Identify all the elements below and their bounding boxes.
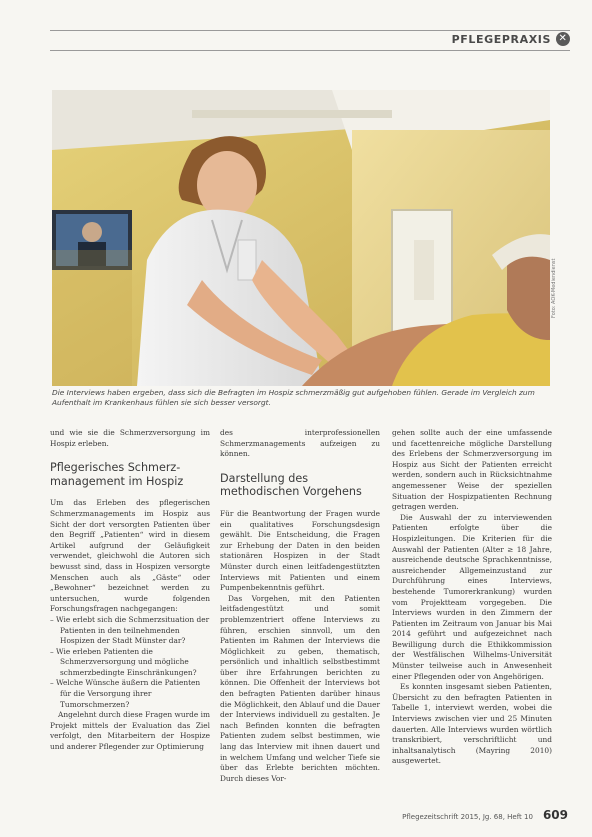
col1-paragraph-1: und wie sie die Schmerzversorgung im Hospiz erleben. [50, 428, 210, 448]
article-column-3 [392, 428, 552, 767]
col2-paragraph-1: des interprofessionellen Schmerzmanagements aufzeigen zu können. [220, 428, 380, 459]
photo-nurse-patient-illustration [52, 90, 550, 386]
list-item: – Wie erlebt sich die Schmerzsituation der Patienten in den teilnehmenden Hospizen der Stadt Münster dar? [50, 615, 210, 647]
research-questions-list [50, 615, 210, 710]
section-label-text: PFLEGEPRAXIS [451, 32, 551, 46]
page-number: 609 [542, 808, 568, 822]
header-rule-top [50, 30, 570, 31]
col3-paragraph-3: Es konnten insgesamt sieben Patienten, Übersicht zu den befragten Patienten in Tabelle 1, interviewt werden, wobei die Interviews zwischen vier und 25 Minuten dauerten. Alle Interviews wurden wörtlich transkribiert, verschriftlicht und inhaltsanalytisch (Mayring 2010) ausgewertet. [392, 682, 552, 766]
col3-paragraph-2: Die Auswahl der zu interviewenden Patienten erfolgte über die Hospizleitungen. Die Kriterien für die Auswahl der Patienten (Alter ≥ 18 Jahre, ausreichende deutsche Sprachkenntnisse, ausreichender Allgemeinzustand zur Durchführung eines Interviews, bestehende Tumorerkrankung) wurden vom Projektteam vorgegeben. Die Interviews wurden in den Zimmern der Patienten im Zeitraum von Januar bis Mai 2014 geführt und aufgezeichnet nach Bewilligung durch die Ethikkommission der Westfälischen Wilhelms-Universität Münster teilweise auch in Anwesenheit einer Pflegenden oder von Angehörigen. [392, 512, 552, 681]
list-item: – Welche Wünsche äußern die Patienten für die Versorgung ihrer Tumorschmerzen? [50, 678, 210, 710]
header-rule-bottom [50, 50, 570, 51]
col2-heading: Darstellung des methodischen Vorgehens [220, 471, 362, 499]
photo-credit: Foto: AOK-Mediendienst [551, 258, 557, 318]
col1-paragraph-2: Um das Erleben des pflegerischen Schmerzmanagements im Hospiz aus Sicht der dort versorgten Patienten über den Begriff „Patienten“ wird in diesem Artikel aufgrund der Geläufigkeit verwendet, gleichwohl die Autoren sich bewusst sind, dass in Hospizen versorgte Menschen auch als „Gäste“ oder „Bewohner“ bezeichnet werden zu untersuchen, wurde folgenden Forschungsfragen nachgegangen: [50, 498, 210, 614]
article-column-1 [50, 428, 210, 753]
photo-caption: Die Interviews haben ergeben, dass sich die Befragten im Hospiz schmerzmäßig gut aufgehoben fühlen. Gerade im Vergleich zum Aufenthalt im Krankenhaus fühlen sie sich besser versorgt. [52, 388, 535, 407]
col2-paragraph-3: Das Vorgehen, mit den Patienten leitfadengestützt und somit problemzentriert offene Interviews zu führen, erschien sinnvoll, um den Patienten im Rahmen der Interviews die Möglichkeit zu geben, thematisch, persönlich und inhaltlich selbstbestimmt über ihre Erfahrungen berichten zu können. Die Offenheit der Interviews bot den befragten Patienten darüber hinaus die Möglichkeit, den Ablauf und die Dauer der Interviews individuell zu gestalten. Je nach Befinden konnten die befragten Patienten zudem selbst bestimmen, wie lang das Interview mit ihnen dauert und in welchem Umfang und welcher Tiefe sie über das Erlebte berichten möchten. Durch dieses Vor- [220, 593, 380, 783]
article-column-2 [220, 428, 380, 784]
section-label [452, 32, 570, 46]
article-photo [52, 90, 550, 386]
journal-citation: Pflegezeitschrift 2015, Jg. 68, Heft 10 [402, 813, 533, 821]
col2-paragraph-2: Für die Beantwortung der Fragen wurde ein qualitatives Forschungsdesign gewählt. Die Entscheidung, die Fragen zur Erhebung der Daten in den beiden stationären Hospizen in der Stadt Münster durch einen leitfadengestützten Interviews mit Patienten und einem Pumpenbekenntnis geführt. [220, 508, 380, 593]
col3-paragraph-1: gehen sollte auch der eine umfassende und facettenreiche mögliche Darstellung des Erlebens der Schmerzversorgung im Hospiz aus Sicht der Patienten erreicht werden, sondern auch in Rücksichtnahme angemessener Weise der speziellen Situation der Hospizpatienten Rechnung getragen werden. [392, 428, 552, 512]
page-footer [402, 808, 568, 822]
col1-paragraph-3: Angelehnt durch diese Fragen wurde im Projekt mittels der Evaluation das Ziel verfolgt, den Mitarbeitern der Hospize und anderer Pflegender zur Optimierung [50, 710, 210, 752]
section-x-icon: ✕ [556, 32, 570, 46]
list-item: – Wie erleben Patienten die Schmerzversorgung und mögliche schmerzbedingte Einschränkungen? [50, 647, 210, 679]
col1-heading: Pflegerisches Schmerz-management im Hospiz [50, 461, 184, 488]
